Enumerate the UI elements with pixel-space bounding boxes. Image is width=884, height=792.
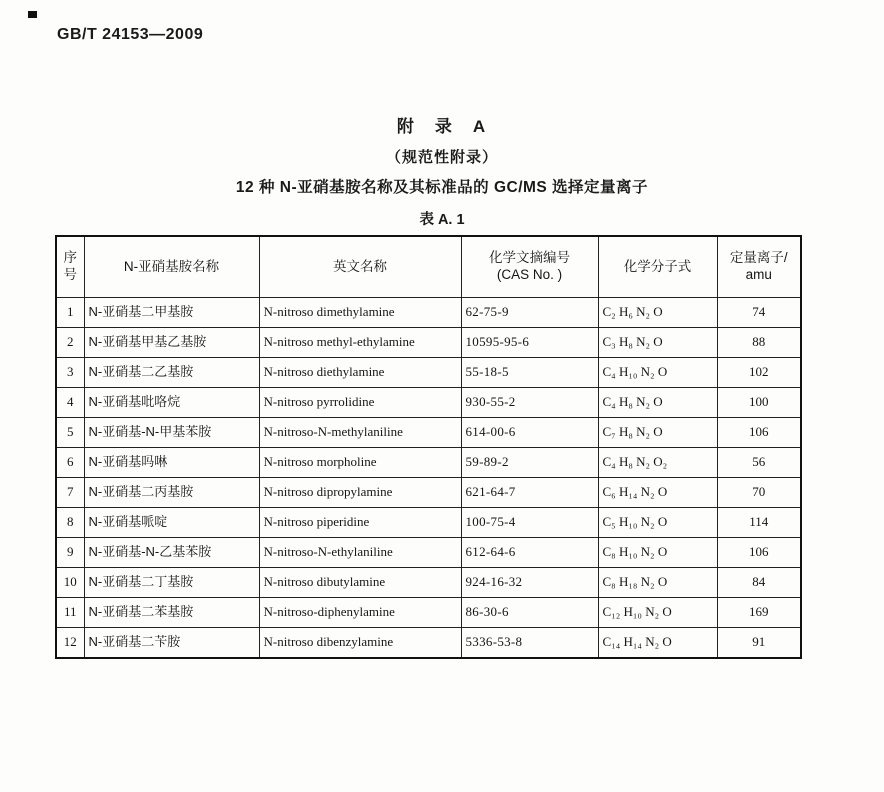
cell-name-en: N-nitroso-N-ethylaniline [259, 538, 461, 568]
cell-ion: 56 [717, 448, 801, 478]
cell-ion: 169 [717, 598, 801, 628]
table-row [56, 358, 801, 388]
cell-index: 2 [56, 328, 84, 358]
cell-formula: C₇ H₈ N₂ O [598, 418, 717, 448]
table-row [56, 478, 801, 508]
table-row [56, 598, 801, 628]
cell-name-en: N-nitroso dibutylamine [259, 568, 461, 598]
cell-index: 8 [56, 508, 84, 538]
header-cas [461, 236, 598, 298]
cell-cas: 614-00-6 [461, 418, 598, 448]
table-body [56, 298, 801, 659]
cell-ion: 106 [717, 418, 801, 448]
cell-cas: 612-64-6 [461, 538, 598, 568]
cell-name-cn: N-亚硝基二甲基胺 [84, 298, 259, 328]
table-row [56, 508, 801, 538]
cell-cas: 100-75-4 [461, 508, 598, 538]
header-cas-line1: 化学文摘编号 [489, 250, 570, 266]
cell-ion: 70 [717, 478, 801, 508]
cell-name-cn: N-亚硝基二丙基胺 [84, 478, 259, 508]
header-ion [717, 236, 801, 298]
cell-cas: 10595-95-6 [461, 328, 598, 358]
cell-cas: 924-16-32 [461, 568, 598, 598]
scan-artifact [28, 11, 37, 18]
cell-formula: C₃ H₈ N₂ O [598, 328, 717, 358]
nitrosamine-table [55, 235, 802, 659]
cell-index: 9 [56, 538, 84, 568]
cell-formula: C₄ H₈ N₂ O [598, 388, 717, 418]
header-name-cn: N-亚硝基胺名称 [84, 236, 259, 298]
cell-index: 1 [56, 298, 84, 328]
header-ion-line2: amu [745, 267, 772, 282]
cell-ion: 100 [717, 388, 801, 418]
cell-name-en: N-nitroso diethylamine [259, 358, 461, 388]
cell-formula: C₁₄ H₁₄ N₂ O [598, 628, 717, 659]
header-formula: 化学分子式 [598, 236, 717, 298]
cell-formula: C₈ H₁₈ N₂ O [598, 568, 717, 598]
header-no [56, 236, 84, 298]
table-row [56, 328, 801, 358]
cell-index: 6 [56, 448, 84, 478]
cell-formula: C₆ H₁₄ N₂ O [598, 478, 717, 508]
cell-index: 5 [56, 418, 84, 448]
cell-index: 7 [56, 478, 84, 508]
table-row [56, 298, 801, 328]
header-cas-line2: (CAS No. ) [496, 267, 563, 282]
cell-index: 11 [56, 598, 84, 628]
cell-name-en: N-nitroso dimethylamine [259, 298, 461, 328]
header-no-line1: 序 [63, 250, 77, 266]
cell-ion: 84 [717, 568, 801, 598]
cell-formula: C₈ H₁₀ N₂ O [598, 538, 717, 568]
cell-cas: 5336-53-8 [461, 628, 598, 659]
cell-cas: 62-75-9 [461, 298, 598, 328]
header-no-line2: 号 [63, 267, 77, 282]
table-header [56, 236, 801, 298]
cell-name-cn: N-亚硝基二苄胺 [84, 628, 259, 659]
cell-name-cn: N-亚硝基二乙基胺 [84, 358, 259, 388]
table-row [56, 628, 801, 659]
cell-index: 10 [56, 568, 84, 598]
cell-name-cn: N-亚硝基吗啉 [84, 448, 259, 478]
cell-index: 12 [56, 628, 84, 659]
cell-formula: C₅ H₁₀ N₂ O [598, 508, 717, 538]
appendix-title: 附 录 A [396, 117, 488, 136]
cell-name-en: N-nitroso dibenzylamine [259, 628, 461, 659]
cell-name-cn: N-亚硝基二苯基胺 [84, 598, 259, 628]
appendix-title-block [0, 112, 884, 197]
cell-cas: 55-18-5 [461, 358, 598, 388]
table-row [56, 448, 801, 478]
cell-index: 4 [56, 388, 84, 418]
cell-formula: C₂ H₆ N₂ O [598, 298, 717, 328]
header-ion-line1: 定量离子/ [729, 250, 788, 266]
cell-formula: C₁₂ H₁₀ N₂ O [598, 598, 717, 628]
cell-name-cn: N-亚硝基吡咯烷 [84, 388, 259, 418]
cell-index: 3 [56, 358, 84, 388]
cell-ion: 114 [717, 508, 801, 538]
cell-cas: 930-55-2 [461, 388, 598, 418]
standard-code: GB/T 24153—2009 [57, 26, 204, 43]
table-row [56, 538, 801, 568]
cell-name-cn: N-亚硝基甲基乙基胺 [84, 328, 259, 358]
cell-cas: 621-64-7 [461, 478, 598, 508]
cell-formula: C₄ H₁₀ N₂ O [598, 358, 717, 388]
cell-name-en: N-nitroso dipropylamine [259, 478, 461, 508]
cell-name-en: N-nitroso piperidine [259, 508, 461, 538]
cell-name-en: N-nitroso methyl-ethylamine [259, 328, 461, 358]
cell-cas: 59-89-2 [461, 448, 598, 478]
cell-name-cn: N-亚硝基哌啶 [84, 508, 259, 538]
cell-name-en: N-nitroso-N-methylaniline [259, 418, 461, 448]
appendix-subtitle: （规范性附录） [385, 149, 498, 166]
cell-name-en: N-nitroso pyrrolidine [259, 388, 461, 418]
cell-ion: 88 [717, 328, 801, 358]
cell-ion: 102 [717, 358, 801, 388]
cell-name-cn: N-亚硝基-N-乙基苯胺 [84, 538, 259, 568]
cell-cas: 86-30-6 [461, 598, 598, 628]
cell-ion: 91 [717, 628, 801, 659]
cell-name-en: N-nitroso morpholine [259, 448, 461, 478]
cell-name-cn: N-亚硝基-N-甲基苯胺 [84, 418, 259, 448]
table-row [56, 568, 801, 598]
cell-name-cn: N-亚硝基二丁基胺 [84, 568, 259, 598]
cell-formula: C₄ H₈ N₂ O₂ [598, 448, 717, 478]
table-row [56, 388, 801, 418]
appendix-heading: 12 种 N-亚硝基胺名称及其标准品的 GC/MS 选择定量离子 [235, 179, 649, 196]
header-name-en: 英文名称 [259, 236, 461, 298]
cell-ion: 74 [717, 298, 801, 328]
table-caption: 表 A. 1 [419, 212, 465, 228]
table-header-row [56, 236, 801, 298]
cell-name-en: N-nitroso-diphenylamine [259, 598, 461, 628]
cell-ion: 106 [717, 538, 801, 568]
table-row [56, 418, 801, 448]
